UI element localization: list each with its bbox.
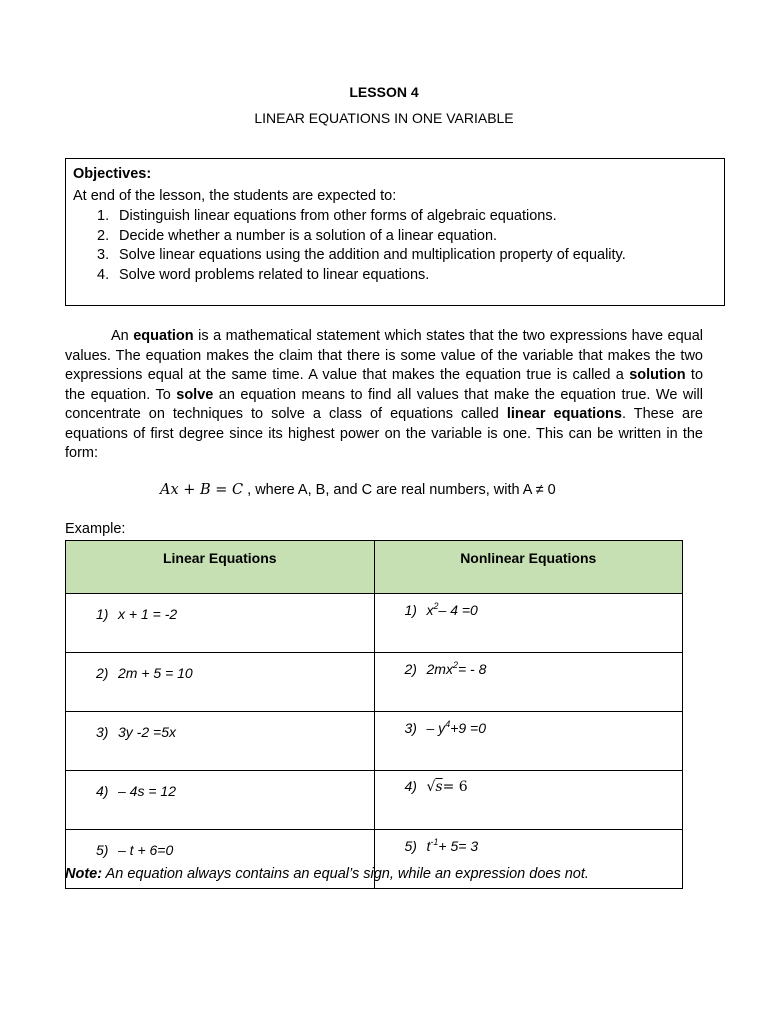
objective-item: 4. Solve word problems related to linear equations. <box>97 266 430 283</box>
nonlinear-cell: 4) √s= 6 <box>374 771 683 830</box>
linear-cell: 3) 3y -2 =5x <box>66 712 375 771</box>
table-row <box>66 712 683 771</box>
lesson-number: LESSON 4 <box>349 84 419 100</box>
nonlinear-cell: 1) $x^2-$ 4 =0 <box>374 594 683 653</box>
objective-item: 3. Solve linear equations using the addition and multiplication property of equality. <box>97 247 626 263</box>
nonlinear-cell: 5) $t^{-1}+ 5= 3$ <box>374 830 683 889</box>
table-row <box>66 653 683 712</box>
linear-cell: 2) 2m + 5 = 10 <box>66 653 375 712</box>
example-table <box>65 540 683 889</box>
linear-cell: 5) – t + 6=0 <box>66 830 375 889</box>
nonlinear-cell: $3) - y^4+9 =0$ <box>374 712 683 771</box>
nonlinear-cell: 2) $2mx^2= - 8$ <box>374 653 683 712</box>
objectives-list <box>73 207 717 285</box>
objectives-box <box>65 158 725 306</box>
objective-item: 1. Distinguish linear equations from other forms of algebraic equations. <box>97 208 557 224</box>
example-label: Example: <box>65 521 126 537</box>
nonlinear-column-header: Nonlinear Equations <box>374 541 683 594</box>
linear-column-header: Linear Equations <box>66 541 375 594</box>
table-row <box>66 771 683 830</box>
table-row <box>66 594 683 653</box>
lesson-title: LINEAR EQUATIONS IN ONE VARIABLE <box>254 110 514 126</box>
objective-item: 2. Decide whether a number is a solution of a linear equation. <box>97 227 498 244</box>
square-root-expression: √s= 6 <box>426 779 468 795</box>
formula-text: , where A, B, and C are real numbers, with A ≠ 0 <box>247 482 556 498</box>
linear-cell: 1) x + 1 = -2 <box>66 594 375 653</box>
intro-paragraph: An equation is a mathematical statement which states that the two expressions have equal values. The equation makes the claim that there is some value of the variable that makes the two expressions equal at the same time. A value that makes the equation true is called a solution to the equation. To solve an equation means to find all values that make the equation true. We will concentrate on techniques to solve a class of equations called linear equations. These are equations of first degree since its highest power on the variable is one. This can be written in the form: <box>65 328 704 461</box>
objectives-intro: At end of the lesson, the students are expected to: <box>73 188 397 204</box>
objectives-heading: Objectives: <box>73 166 152 182</box>
general-form-formula <box>160 482 556 498</box>
linear-cell: 4) – 4s = 12 <box>66 771 375 830</box>
note: Note: An equation always contains an equal’s sign, while an expression does not. <box>65 866 589 882</box>
formula-math: Ax + B = C <box>160 482 244 498</box>
